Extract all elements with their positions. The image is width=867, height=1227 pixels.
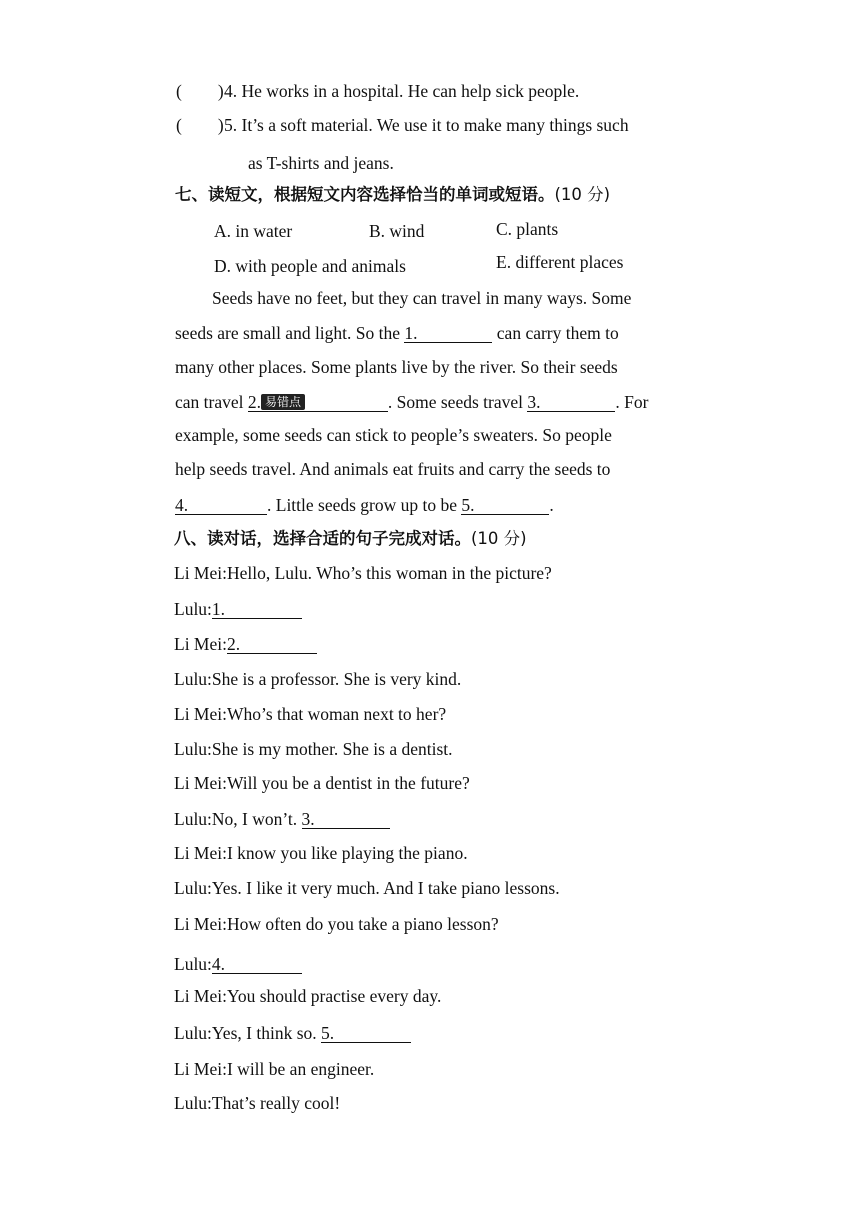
option-d: D. with people and animals [214,256,406,276]
question-5-line2: as T-shirts and jeans. [248,153,394,173]
speaker-label: Lulu: [174,669,212,689]
dialogue-text: She is my mother. She is a dentist. [211,739,453,759]
answer-paren[interactable]: ( ) [176,115,224,135]
dialogue-line [174,985,441,1007]
error-prone-tag: 易错点 [261,394,305,410]
passage-line: example, some seeds can stick to people’s sweaters. So people [175,425,612,445]
dialogue-text: I know you like playing the piano. [226,843,468,863]
passage-blank-1[interactable]: 1. [404,322,492,344]
answer-paren[interactable]: ( ) [176,81,224,101]
dialogue-line [174,953,302,975]
section-title: 七、读短文，根据短文内容选择恰当的单词或短语。 [175,185,555,204]
dialogue-line [174,703,446,725]
dialogue-line [174,842,468,864]
dialogue-line [174,738,453,760]
passage-line: can travel 2. 易错点 . Some seeds travel 3. . For [175,392,649,412]
speaker-label: Lulu: [174,1093,212,1113]
passage-blank-4[interactable]: 4. [175,494,267,516]
dialogue-text: Yes, I think so. [211,1023,321,1043]
blank-number: 2. [226,634,241,654]
section-points: (10 分) [471,529,527,548]
blank-number: 3. [301,809,315,829]
dialogue-text: That’s really cool! [211,1093,341,1113]
passage-line: seeds are small and light. So the 1. can carry them to [175,323,619,343]
speaker-label: Lulu: [174,878,212,898]
dialogue-text: No, I won’t. [211,809,302,829]
passage-line: 4. . Little seeds grow up to be 5. . [175,495,554,515]
option-c: C. plants [496,219,559,239]
blank-number: 4. [211,954,226,974]
dialogue-line [174,808,390,830]
option-b: B. wind [369,221,425,241]
passage-blank-3[interactable]: 3. [527,391,615,413]
dialogue-blank[interactable] [321,1022,411,1044]
blank-number: 5. [321,1023,335,1043]
section-title: 八、读对话，选择合适的句子完成对话。 [174,529,471,548]
dialogue-line [174,1092,340,1114]
dialogue-blank[interactable] [212,953,302,975]
passage-blank-2[interactable]: 2. 易错点 [248,391,388,413]
passage-line: many other places. Some plants live by the river. So their seeds [175,357,618,377]
dialogue-line [174,1058,374,1080]
dialogue-blank[interactable] [227,633,317,655]
question-text: He works in a hospital. He can help sick people. [241,81,580,101]
speaker-label: Li Mei: [174,773,227,793]
speaker-label: Lulu: [174,809,212,829]
dialogue-line [174,633,317,655]
question-text: It’s a soft material. We use it to make many things such [241,115,629,135]
dialogue-text: Who’s that woman next to her? [226,704,447,724]
dialogue-text: I will be an engineer. [226,1059,375,1079]
dialogue-line [174,598,302,620]
dialogue-line [174,913,499,935]
speaker-label: Lulu: [174,599,212,619]
passage-line: Seeds have no feet, but they can travel in many ways. Some [212,288,632,308]
dialogue-line [174,772,470,794]
section-8-heading [174,528,527,550]
speaker-label: Li Mei: [174,914,227,934]
speaker-label: Li Mei: [174,986,227,1006]
dialogue-line [174,1022,411,1044]
question-4 [176,80,579,102]
speaker-label: Li Mei: [174,634,227,654]
speaker-label: Lulu: [174,1023,212,1043]
dialogue-text: Will you be a dentist in the future? [226,773,470,793]
dialogue-text: You should practise every day. [226,986,442,1006]
dialogue-blank[interactable] [302,808,390,830]
option-e: E. different places [496,252,624,272]
question-number: 5. [224,115,238,135]
speaker-label: Li Mei: [174,563,227,583]
dialogue-blank[interactable] [212,598,302,620]
section-7-heading [175,184,610,206]
option-a: A. in water [214,221,293,241]
dialogue-text: How often do you take a piano lesson? [226,914,499,934]
passage-blank-5[interactable]: 5. [461,494,549,516]
dialogue-line [174,668,461,690]
dialogue-line [174,877,560,899]
speaker-label: Li Mei: [174,843,227,863]
dialogue-text: Yes. I like it very much. And I take piano lessons. [211,878,560,898]
question-number: 4. [224,81,238,101]
speaker-label: Li Mei: [174,1059,227,1079]
blank-number: 1. [211,599,226,619]
passage-line: help seeds travel. And animals eat fruits and carry the seeds to [175,459,611,479]
dialogue-line [174,562,552,584]
section-points: (10 分) [554,185,611,204]
question-5 [176,114,629,136]
dialogue-text: She is a professor. She is very kind. [211,669,462,689]
dialogue-text: Hello, Lulu. Who’s this woman in the picture? [226,563,552,583]
speaker-label: Lulu: [174,954,212,974]
speaker-label: Lulu: [174,739,212,759]
speaker-label: Li Mei: [174,704,227,724]
